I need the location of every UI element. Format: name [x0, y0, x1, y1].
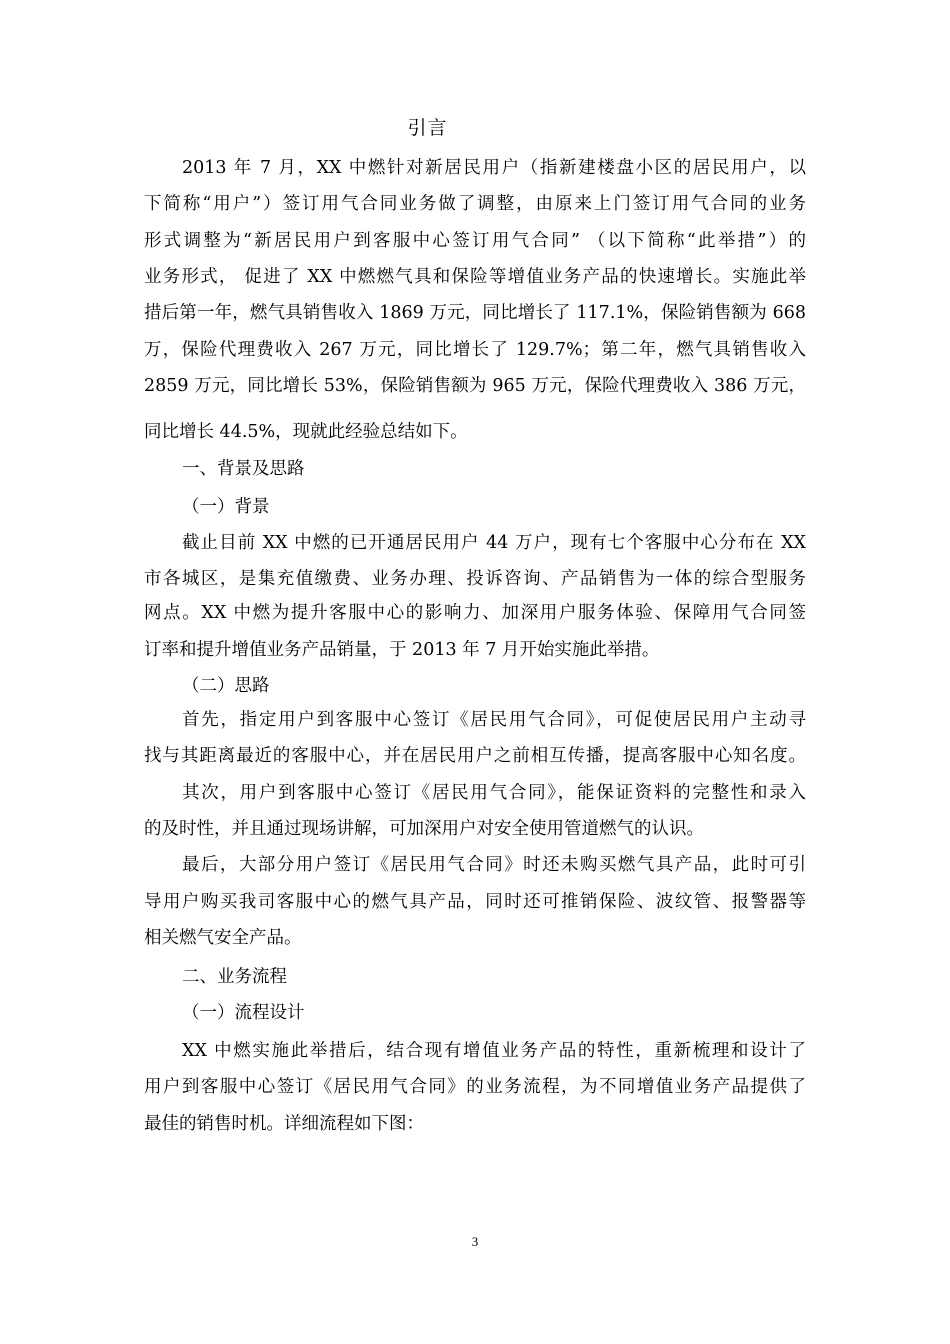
paragraph-line: 万，保险代理费收入 267 万元，同比增长了 129.7%；第二年，燃气具销售收入 [144, 340, 806, 360]
paragraph-line: 截止目前 XX 中燃的已开通居民用户 44 万户，现有七个客服中心分布在 XX [182, 533, 806, 553]
paragraph-line: 2859 万元，同比增长 53%，保险销售额为 965 万元，保险代理费收入 386 万元， [144, 376, 806, 396]
paragraph-line: 市各城区，是集充值缴费、业务办理、投诉咨询、产品销售为一体的综合型服务 [144, 569, 806, 589]
paragraph-line: 相关燃气安全产品。 [144, 928, 302, 948]
subheading-process-design: （一）流程设计 [182, 1003, 305, 1023]
heading-background-and-approach: 一、背景及思路 [182, 459, 305, 479]
page-number: 3 [471, 1234, 479, 1249]
paragraph-line: 形式调整为“新居民用户到客服中心签订用气合同” （以下简称“此举措”）的 [144, 231, 806, 251]
paragraph-line: 导用户购买我司客服中心的燃气具产品，同时还可推销保险、波纹管、报警器等 [144, 892, 806, 912]
paragraph-line: 2013 年 7 月，XX 中燃针对新居民用户（指新建楼盘小区的居民用户，以 [182, 158, 806, 178]
paragraph-line: 最佳的销售时机。详细流程如下图： [144, 1114, 424, 1134]
paragraph-line: 同比增长 44.5%，现就此经验总结如下。 [144, 422, 468, 442]
subheading-background: （一）背景 [182, 497, 270, 517]
paragraph-line: 最后，大部分用户签订《居民用气合同》时还未购买燃气具产品，此时可引 [182, 855, 806, 875]
paragraph-line: 的及时性，并且通过现场讲解，可加深用户对安全使用管道燃气的认识。 [144, 819, 704, 839]
paragraph-line: 用户到客服中心签订《居民用气合同》的业务流程，为不同增值业务产品提供了 [144, 1077, 806, 1097]
subheading-approach: （二）思路 [182, 676, 270, 696]
paragraph-line: 网点。XX 中燃为提升客服中心的影响力、加深用户服务体验、保障用气合同签 [144, 603, 806, 623]
paragraph-line: XX 中燃实施此举措后，结合现有增值业务产品的特性，重新梳理和设计了 [182, 1041, 806, 1061]
paragraph-line: 订率和提升增值业务产品销量，于 2013 年 7 月开始实施此举措。 [144, 640, 660, 660]
section-title: 引言 [407, 117, 448, 139]
paragraph-line: 下简称“用户”）签订用气合同业务做了调整，由原来上门签订用气合同的业务 [144, 194, 806, 214]
paragraph-line: 找与其距离最近的客服中心，并在居民用户之前相互传播，提高客服中心知名度。 [144, 746, 806, 766]
heading-business-process: 二、业务流程 [182, 967, 287, 987]
paragraph-line: 其次，用户到客服中心签订《居民用气合同》，能保证资料的完整性和录入 [182, 783, 806, 803]
paragraph-line: 措后第一年，燃气具销售收入 1869 万元，同比增长了 117.1%，保险销售额为 668 [144, 303, 806, 323]
paragraph-line: 业务形式， 促进了 XX 中燃燃气具和保险等增值业务产品的快速增长。实施此举 [144, 267, 806, 287]
paragraph-line: 首先，指定用户到客服中心签订《居民用气合同》，可促使居民用户主动寻 [182, 710, 806, 730]
